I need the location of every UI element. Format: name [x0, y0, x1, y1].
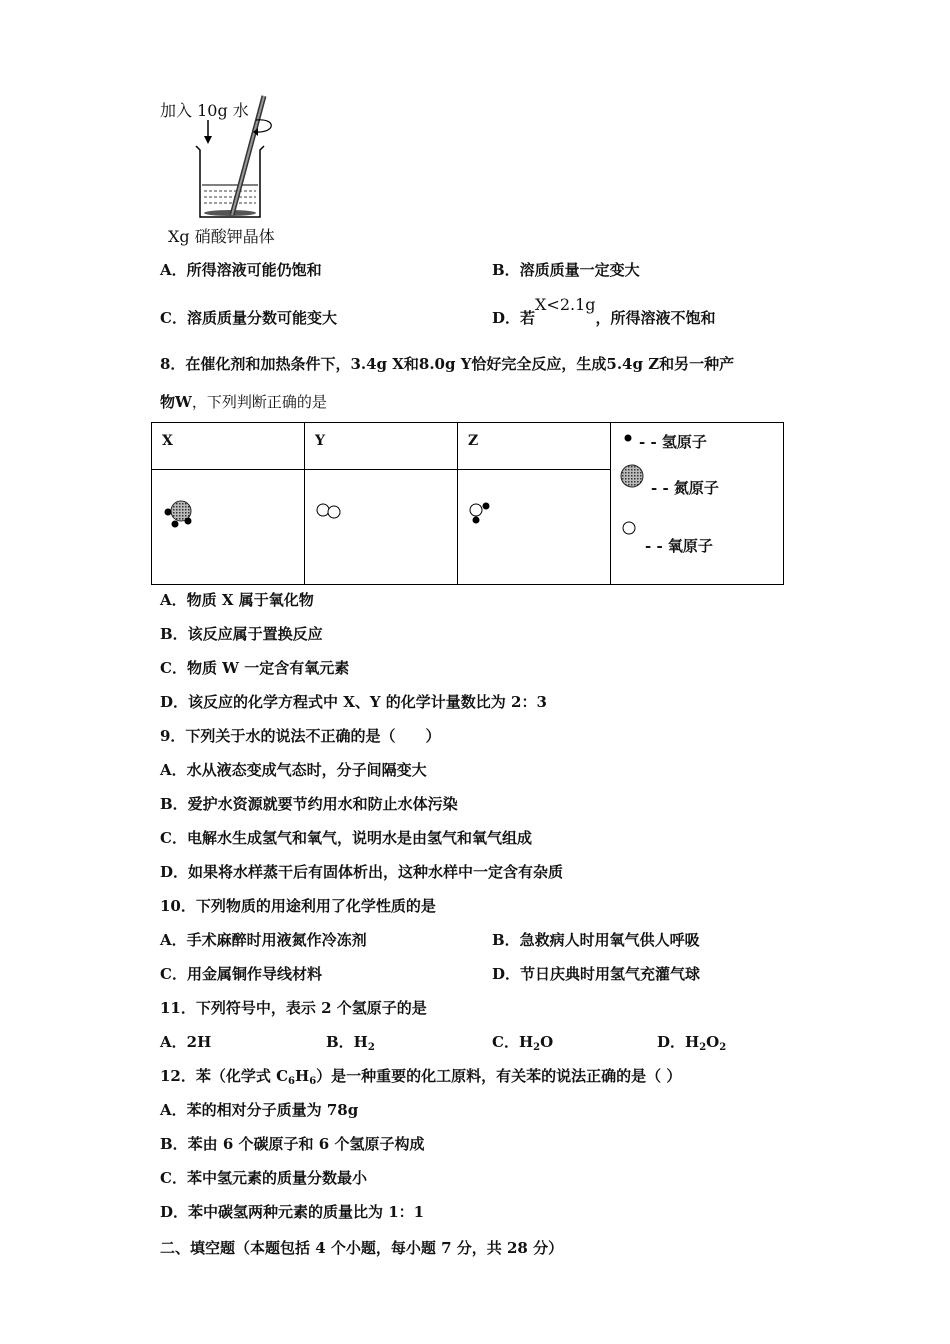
legend-oxygen: - - 氧原子	[645, 537, 713, 555]
q11-option-a: A．2H	[160, 1033, 212, 1051]
q7-d-formula: X<2.1g	[535, 295, 596, 314]
q10-option-d: D．节日庆典时用氢气充灌气球	[492, 965, 701, 983]
q8-line2-a: 物W	[160, 393, 192, 411]
q9-option-c: C．电解水生成氢气和氧气，说明水是由氢气和氧气组成	[160, 829, 532, 847]
q7-option-c: C．溶质质量分数可能变大	[160, 309, 337, 327]
hydrogen-atom-icon	[621, 431, 635, 445]
molecule-z	[458, 470, 611, 585]
beaker-icon	[160, 90, 300, 245]
legend-cell	[611, 423, 784, 585]
q8-option-d: D．该反应的化学方程式中 X、Y 的化学计量数比为 2：3	[160, 693, 547, 711]
header-y: Y	[305, 423, 458, 470]
q12-option-c: C．苯中氢元素的质量分数最小	[160, 1169, 367, 1187]
q11-option-d: D．$H_2O_2$	[657, 1033, 727, 1053]
q10-stem: 10．下列物质的用途利用了化学性质的是	[160, 897, 436, 915]
q12-option-b: B．苯由 6 个碳原子和 6 个氢原子构成	[160, 1135, 425, 1153]
add-water-label: 加入 10g 水	[160, 101, 249, 120]
q8-option-a: A．物质 X 属于氧化物	[160, 591, 314, 609]
q9-option-b: B．爱护水资源就要节约用水和防止水体污染	[160, 795, 458, 813]
legend-hydrogen: - - 氢原子	[639, 433, 707, 451]
molecule-y	[305, 470, 458, 585]
q12-option-d: D．苯中碳氢两种元素的质量比为 1：1	[160, 1203, 425, 1221]
molecule-x	[152, 470, 305, 585]
beaker-figure	[160, 90, 300, 245]
q9-option-a: A．水从液态变成气态时，分子间隔变大	[160, 761, 427, 779]
q11-option-b: B．$H_2$	[326, 1033, 375, 1053]
q7-option-a: A．所得溶液可能仍饱和	[160, 261, 322, 279]
q7-d-suffix: ，所得溶液不饱和	[595, 309, 716, 327]
q11-stem: 11．下列符号中，表示 2 个氢原子的是	[160, 999, 427, 1017]
q7-option-d	[492, 295, 716, 328]
q8-stem-line1: 8．在催化剂和加热条件下，3.4g X和8.0g Y恰好完全反应，生成5.4g Z和另一种产	[160, 355, 735, 373]
q7-d-prefix: D．若	[492, 309, 536, 327]
q12-stem: 12．苯（化学式 $C_6H_6$）是一种重要的化工原料，有关苯的说法正确的是（ ）	[160, 1067, 682, 1087]
q9-stem: 9．下列关于水的说法不正确的是（ ）	[160, 727, 441, 745]
q8-stem-line2	[160, 392, 327, 412]
oxygen-molecule-icon	[313, 500, 363, 530]
q10-option-a: A．手术麻醉时用液氮作冷冻剂	[160, 931, 367, 949]
nitrogen-atom-icon	[619, 463, 645, 489]
q10-option-b: B．急救病人时用氧气供人呼吸	[492, 931, 700, 949]
q8-option-c: C．物质 W 一定含有氧元素	[160, 659, 350, 677]
crystal-label: Xg 硝酸钾晶体	[168, 227, 275, 246]
q10-option-c: C．用金属铜作导线材料	[160, 965, 322, 983]
ammonia-molecule-icon	[158, 494, 218, 544]
header-z: Z	[458, 423, 611, 470]
water-molecule-icon	[466, 498, 516, 538]
header-x: X	[152, 423, 305, 470]
q8-option-b: B．该反应属于置换反应	[160, 625, 323, 643]
q9-option-d: D．如果将水样蒸干后有固体析出，这种水样中一定含有杂质	[160, 863, 564, 881]
q7-option-b: B．溶质质量一定变大	[492, 261, 640, 279]
legend-nitrogen: - - 氮原子	[651, 479, 719, 497]
q12-option-a: A．苯的相对分子质量为 78g	[160, 1101, 359, 1119]
q11-option-c: C．$H_2O$	[492, 1033, 554, 1053]
oxygen-atom-icon	[621, 519, 639, 537]
molecule-table	[151, 422, 784, 585]
q8-line2-b: ，下列判断正确的是	[191, 393, 327, 411]
section-2-title: 二、填空题（本题包括 4 个小题，每小题 7 分，共 28 分）	[160, 1239, 564, 1257]
